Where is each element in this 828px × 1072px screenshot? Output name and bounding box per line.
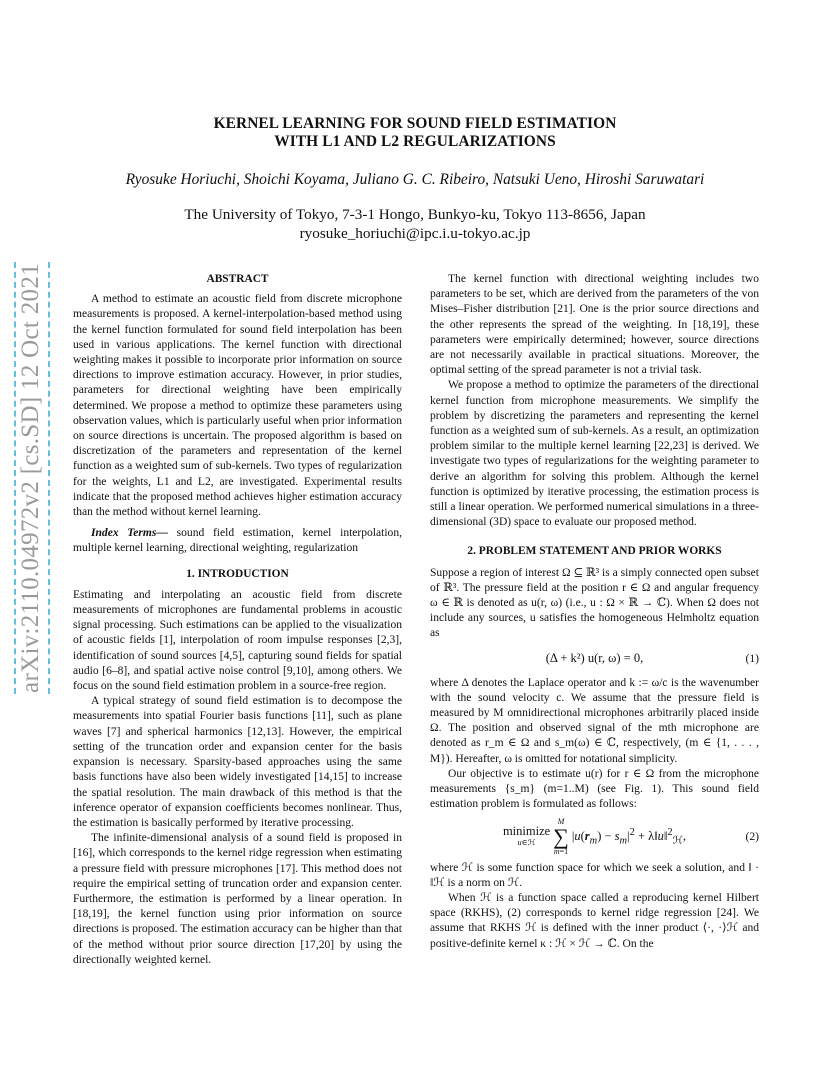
arxiv-identifier[interactable]: arXiv:2110.04972v2 [cs.SD] 12 Oct 2021 [17, 263, 44, 693]
affiliation: The University of Tokyo, 7-3-1 Hongo, Bunkyo-ku, Tokyo 113-8656, Japan [184, 206, 646, 223]
index-terms-label: Index Terms— [91, 527, 168, 540]
problem-paragraph-1: Suppose a region of interest Ω ⊆ ℝ³ is a simply connected open subset of ℝ³. The pressure field at the position r ∈ Ω and angular frequency ω ∈ ℝ is denoted as u(r, ω) (i.e., u : Ω × ℝ → ℂ). When Ω does not include any sources, u satisfies the homogeneous Helmholtz equation as [430, 566, 759, 640]
author-list: Ryosuke Horiuchi, Shoichi Koyama, Juliano G. C. Ribeiro, Natsuki Ueno, Hiroshi Saruwatari [125, 171, 705, 188]
intro-paragraph-1: Estimating and interpolating an acoustic field from discrete measurements of microphones are fundamental problems in acoustic signal processing. Such estimations can be applied to the visualization of acoustic fields [1], interpolation of room impulse responses [2,3], identification of sound sources [4,5], capturing sound fields for spatial audio [6–8], and spatial active noise control [9,10], among others. We focus on the sound field estimation problem in a source-free region. [73, 588, 402, 693]
minimize-operator: minimize u∈ℋ [502, 823, 551, 847]
equation-2 [430, 813, 759, 861]
paper-title [110, 115, 720, 151]
left-column [73, 272, 402, 968]
email: ryosuke_horiuchi@ipc.i.u-tokyo.ac.jp [299, 225, 531, 242]
helmholtz-equation: (Δ + k²) u(r, ω) = 0, [545, 651, 644, 666]
equation-1-number: (1) [745, 652, 759, 666]
right-column [430, 272, 759, 952]
affiliation-block [100, 205, 730, 243]
section-2-heading: 2. PROBLEM STATEMENT AND PRIOR WORKS [467, 545, 722, 558]
intro-paragraph-2: A typical strategy of sound field estimation is to decompose the measurements into spatial Fourier basis functions [11], such as plane waves [7] and spherical harmonics [12,13]. However, the empirical setting of the truncation order and expansion center for the basis expansion is necessary. Sparsity-based approaches using the same basis functions have also been widely investigated [14,15] to increase the spatial resolution. The main drawback of this method is that the inference operator of expansion coefficients becomes nonlinear. Thus, the estimation is basically performed by iterative processing. [73, 695, 402, 829]
title-line-1: KERNEL LEARNING FOR SOUND FIELD ESTIMATION [213, 115, 617, 132]
summation-symbol: M ∑ m=1 [553, 816, 569, 856]
abstract-text: A method to estimate an acoustic field from discrete microphone measurements is proposed. A kernel-interpolation-based method using the kernel function formulated for sound field interpolation has been used in various applications. The kernel function with directional weighting makes it possible to incorporate prior information on source directions to improve estimation accuracy. However, in prior studies, parameters for directional weighting have been empirically determined. We propose a method to optimize these parameters using observation values, which is particularly useful when prior information on source directions is uncertain. The proposed algorithm is based on discretization of the parameters and representation of the kernel function as a weighted sum of sub-kernels. Two types of regularization for the weights, L1 and L2, are investigated. Experimental results indicate that the proposed method achieves higher estimation accuracy than the method without kernel learning. [73, 293, 402, 519]
problem-paragraph-4: where ℋ is some function space for which we seek a solution, and ‖ · ‖ℋ is a norm on ℋ. [430, 861, 759, 889]
equation-2-number: (2) [745, 829, 759, 843]
problem-paragraph-5: When ℋ is a function space called a reproducing kernel Hilbert space (RKHS), (2) corresponds to kernel ridge regression [24]. We assume that RKHS ℋ is defined with the inner product ⟨·, ·⟩ℋ and positive-definite kernel κ : ℋ × ℋ → ℂ. On the [430, 891, 759, 950]
index-terms-list: sound field estimation, kernel interpolation, multiple kernel learning, directional weighting, regularization [73, 527, 402, 555]
problem-paragraph-3: Our objective is to estimate u(r) for r ∈ Ω from the microphone measurements {s_m} (m=1..M) (see Fig. 1). This sound field estimation problem is formulated as follows: [430, 767, 759, 811]
index-terms [73, 526, 402, 556]
abstract-heading: ABSTRACT [206, 273, 269, 285]
title-line-2: WITH L1 AND L2 REGULARIZATIONS [274, 133, 556, 150]
equation-1 [430, 642, 759, 676]
arxiv-dashed-border-right [48, 262, 50, 694]
intro-paragraph-5: We propose a method to optimize the parameters of the directional kernel function from microphone measurements. We simplify the problem by discretizing the parameters and representing the kernel function as a weighted sum of sub-kernels. As a result, an optimization problem similar to the multiple kernel learning [22,23] is derived. We investigate two types of regularizations for the weighting parameter to derive an algorithm for solving this problem. Although the kernel function is optimized by iterative processing, the estimation process is still a linear operation. We performed numerical simulations in a three-dimensional (3D) space to evaluate our proposed method. [430, 379, 759, 529]
intro-paragraph-4: The kernel function with directional weighting includes two parameters to be set, which are derived from the parameters of the von Mises–Fisher distribution [21]. One is the prior source directions and the other represents the spread of the weighting. In [18,19], these parameters were empirically determined; however, source directions are not necessarily available in practical situations. Moreover, the optimal setting of the spread parameter is not a trivial task. [430, 273, 759, 377]
intro-paragraph-3: The infinite-dimensional analysis of a sound field is proposed in [16], which corresponds to the kernel ridge regression when estimating a pressure field with pressure microphones [17]. This method does not require the empirical setting of truncation order and expansion center. Furthermore, the estimation is performed by a linear operation. In [18,19], the kernel function using prior information on source directions is proposed. The estimation accuracy can be higher than that of the method without prior source direction [17,20] by using the directionally weighted kernel. [73, 832, 402, 966]
arxiv-dashed-border-left [14, 262, 16, 694]
arxiv-stamp [16, 262, 46, 694]
objective-expression: $|u(r_m) - s_m|^2$ + λ‖u‖$^2_ℋ$, [571, 826, 687, 847]
problem-paragraph-2: where Δ denotes the Laplace operator and k := ω/c is the wavenumber with the sound velocity c. We assume that the pressure field is measured by M omnidirectional microphones arbitrarily placed inside Ω. The position and observed signal of the mth microphone are denoted as r_m ∈ Ω and s_m(ω) ∈ ℂ, respectively, (m ∈ {1, . . . , M}). Hereafter, ω is omitted for notational simplicity. [430, 676, 759, 765]
section-1-heading: 1. INTRODUCTION [186, 567, 289, 580]
